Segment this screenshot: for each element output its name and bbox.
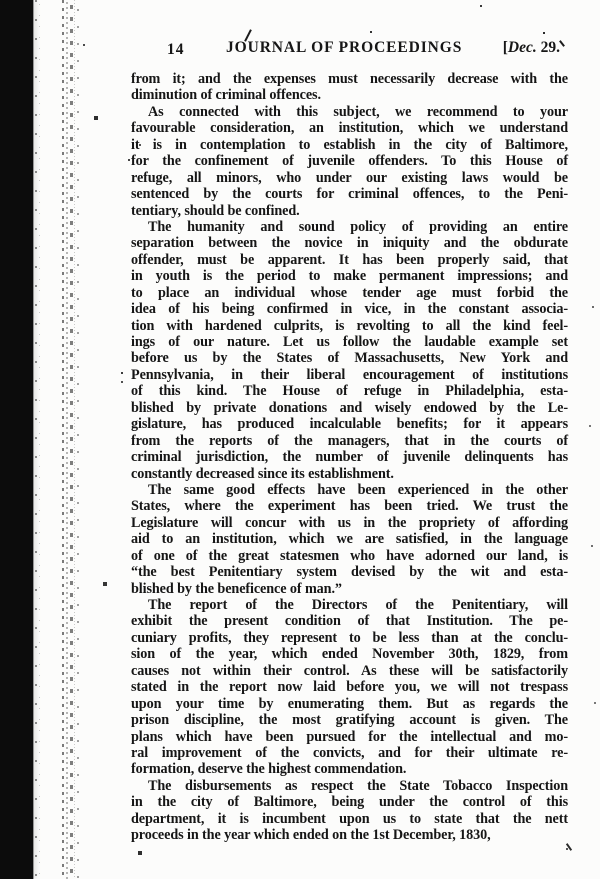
text-line: from the reports of the managers, that in the courts of — [131, 432, 568, 449]
text-line: from it; and the expenses must necessarily decrease with the — [131, 71, 568, 87]
scan-noise-specks — [0, 0, 2, 2]
text-line: ings of our nature. Let us follow the laudable example set — [131, 334, 568, 350]
scan-artifact-stroke — [566, 843, 572, 851]
text-line: prison discipline, the most gratifying account is given. The — [131, 712, 568, 729]
text-line: department, it is incumbent upon us to state that the nett — [131, 810, 568, 827]
text-line: The same good effects have been experienced in the other — [148, 481, 568, 498]
text-line: sentenced by the courts for criminal offences, to the Peni- — [131, 186, 568, 203]
text-line: As connected with this subject, we recommend to your — [148, 103, 568, 120]
text-line: constantly decreased since its establishment. — [131, 465, 394, 482]
text-line: The disbursements as respect the State Tobacco Inspection — [148, 777, 568, 794]
text-line: upon your time by enumerating them. But as regards the — [131, 695, 568, 712]
running-header — [131, 39, 568, 61]
text-line: formation, deserve the highest commendation. — [131, 761, 407, 778]
text-line: it is in contemplation to establish in the city of Baltimore, — [131, 136, 568, 153]
text-line: ral improvement of the convicts, and for their ultimate re- — [131, 744, 568, 761]
text-line: offender, must be apparent. It has been properly said, that — [131, 251, 568, 268]
text-line: blished by private donations and wisely endowed by the Le- — [131, 399, 568, 416]
header-date — [503, 39, 560, 57]
left-binding-bar — [0, 0, 33, 879]
text-line: “the best Penitentiary system devised by the wit and esta- — [131, 564, 568, 581]
text-line: idea of his being confirmed in vice, in the constant associa- — [131, 301, 568, 318]
text-line: cuniary profits, they represent to be less than at the conclu- — [131, 629, 568, 646]
gutter-speckle-band — [58, 0, 80, 879]
date-day: 29. — [540, 39, 560, 56]
text-line: plans which have been pursued for the intellectual and mo- — [131, 728, 568, 745]
text-line: in youth is the period to make permanent impressions; and — [131, 268, 568, 285]
date-bracket: [ — [502, 39, 508, 56]
text-line: exhibit the present condition of that Institution. The pe- — [131, 613, 568, 630]
text-line: refuge, all minors, who under our existing laws would be — [131, 169, 568, 186]
text-line: to place an individual whose tender age must forbid the — [131, 284, 568, 301]
text-line: tion with hardened culprits, is revolting to all the kind feel- — [131, 317, 568, 334]
text-line: causes not within their control. As these will be satisfactorily — [131, 662, 568, 679]
text-line: blished by the beneficence of man.” — [131, 580, 342, 597]
text-line: Legislature will concur with us in the propriety of affording — [131, 514, 568, 531]
text-line: aid to an institution, which we are satisfied, in the language — [131, 531, 568, 548]
text-line: of one of the great statesmen who have adorned our land, is — [131, 547, 568, 564]
text-line: proceeds in the year which ended on the 1st December, 1830, — [131, 827, 491, 844]
text-line: of this kind. The House of refuge in Philadelphia, esta- — [131, 383, 568, 400]
text-line: The report of the Directors of the Penitentiary, will — [148, 597, 568, 613]
page-body-text — [131, 71, 568, 844]
text-line: favourable consideration, an institution, which we understand — [131, 120, 568, 137]
text-line: criminal jurisdiction, the number of juvenile delinquents has — [131, 449, 568, 466]
journal-title: JOURNAL OF PROCEEDINGS — [226, 39, 463, 56]
text-line: for the confinement of juvenile offenders. To this House of — [131, 153, 568, 170]
text-line: States, where the experiment has been tried. We trust the — [131, 498, 568, 515]
text-line: diminution of criminal offences. — [131, 87, 321, 104]
text-line: separation between the novice in iniquity and the obdurate — [131, 235, 568, 252]
page-number: 14 — [167, 41, 185, 58]
text-line: before us by the States of Massachusetts, New York and — [131, 350, 568, 367]
text-line: stated in the report now laid before you, we will not trespass — [131, 679, 568, 696]
text-line: in the city of Baltimore, being under the control of this — [131, 794, 568, 811]
text-line: Pennsylvania, in their liberal encouragement of institutions — [131, 366, 568, 383]
binding-edge-speckles — [33, 0, 42, 879]
date-month: Dec. — [507, 39, 537, 56]
text-line: sion of the year, which ended November 30th, 1829, from — [131, 646, 568, 663]
text-line: tentiary, should be confined. — [131, 202, 300, 219]
text-line: The humanity and sound policy of providing an entire — [148, 218, 568, 235]
text-line: gislature, has produced incalculable benefits; for it appears — [131, 416, 568, 433]
